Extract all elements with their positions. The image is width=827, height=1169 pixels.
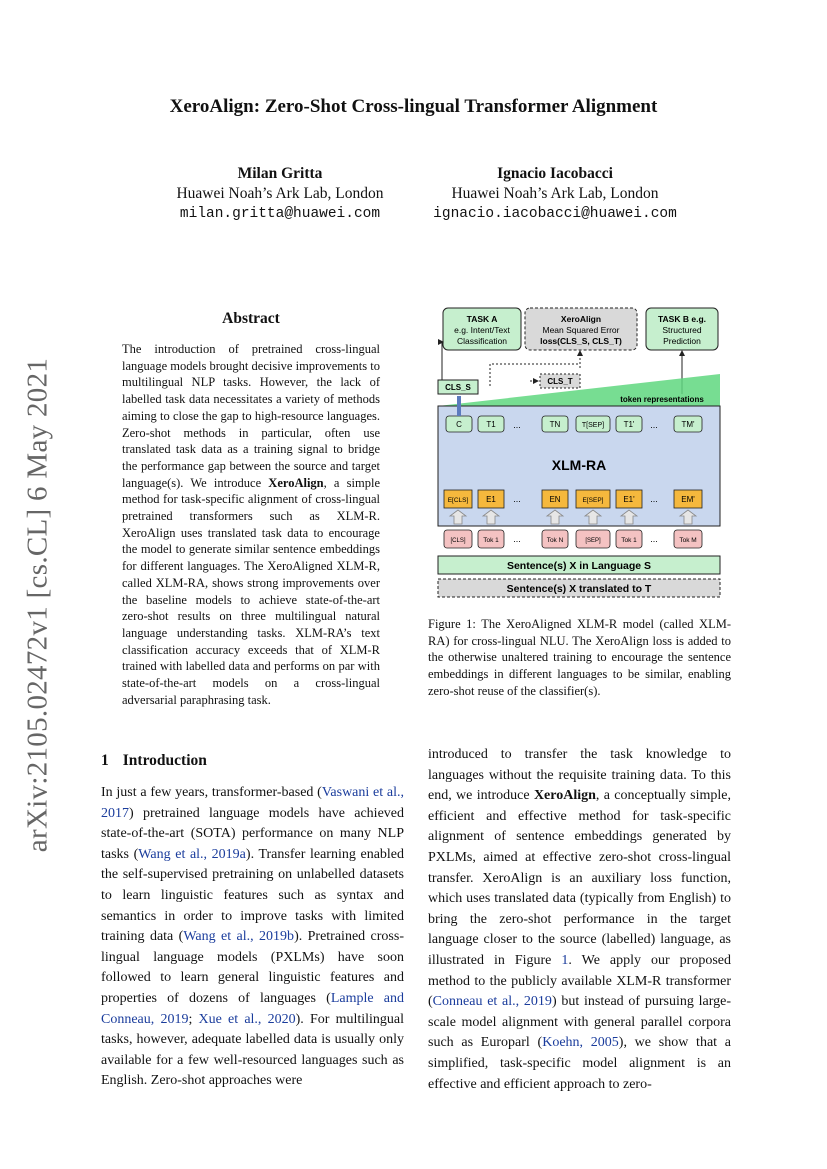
cls-t-label: CLS_T — [547, 377, 573, 386]
top-token-3: T[SEP] — [581, 422, 605, 429]
input-token-4: Tok 1 — [621, 537, 637, 544]
input-tokens — [444, 530, 702, 548]
author-1-email: milan.gritta@huawei.com — [179, 206, 381, 222]
top-token-4: T1' — [623, 420, 635, 429]
task-b-line2: Structured — [662, 325, 702, 335]
task-b-line3: Prediction — [663, 336, 701, 346]
top-token-5: TM' — [681, 420, 695, 429]
citation-vaswani[interactable]: Vaswani et al., 2017 — [101, 785, 404, 821]
citation-wang-2019a[interactable]: Wang et al., 2019a — [138, 846, 246, 862]
input-token-5: Tok M — [679, 537, 697, 544]
emb-token-2: EN — [549, 495, 561, 504]
arxiv-sidebar — [18, 357, 58, 853]
emb-token-4: E1' — [623, 495, 635, 504]
section-heading: 1 Introduction — [101, 752, 207, 769]
author-2-name: Ignacio Iacobacci — [497, 165, 613, 182]
paper-title: XeroAlign: Zero-Shot Cross-lingual Transformer Alignment — [169, 96, 658, 117]
intro-left-column: In just a few years, transformer-based (Vaswani et al., 2017) pretrained language models have achieved state-of-the-art (SOTA) performance on many NLP tasks (Wang et al., 2019a). Transfer learning enabled the self-supervised pretraining on unlabelled datasets to learn linguistic features such as syntax and semantics in order to improve tasks with limited training data (Wang et al., 2019b). Pretrained cross-lingual language models (PXLMs) have soon followed to learn general linguistic features and properties of dozens of languages (Lample and Conneau, 2019; Xue et al., 2020). For multilingual tasks, however, adequate labelled data is usually only available for a few well-resourced languages such as English. Zero-shot approaches were — [101, 785, 405, 1089]
author-1-affiliation: Huawei Noah’s Ark Lab, London — [176, 185, 384, 202]
emb-token-3: E[SEP] — [582, 497, 604, 504]
task-a-line3: Classification — [456, 336, 508, 346]
author-1-name: Milan Gritta — [237, 165, 323, 182]
figure-ref[interactable]: 1 — [561, 952, 569, 968]
top-token-1: T1 — [486, 420, 496, 429]
top-ellipsis-2: ... — [650, 420, 658, 430]
emb-token-5: EM' — [681, 495, 695, 504]
emb-token-0: E[CLS] — [447, 497, 469, 504]
input-ellipsis-2: ... — [650, 534, 658, 544]
emb-ellipsis-1: ... — [513, 494, 521, 504]
sentence-t-label: Sentence(s) X translated to T — [506, 583, 652, 595]
xeroalign-line3: loss(CLS_S, CLS_T) — [540, 336, 622, 346]
xeroalign-line2: Mean Squared Error — [542, 325, 620, 335]
abstract-text: The introduction of pretrained cross-lingual language models brought decisive improvements to multilingual NLP tasks. However, the lack of labelled task data necessitates a variety of methods aiming to close the gap to high-resource languages. Zero-shot methods in particular, often use translated task data as a training signal to bridge the performance gap between the source and target language(s). We introduce XeroAlign, a simple method for task-specific alignment of cross-lingual pretrained transformers such as XLM-R. XeroAlign uses translated task data to encourage the model to generate similar sentence embeddings for different languages. The XeroAligned XLM-R, called XLM-RA, shows strong improvements over the baseline models to achieve state-of-the-art zero-shot results on three multilingual natural language understanding tasks. XLM-RA’s text classification accuracy exceeds that of XLM-R trained with labelled data and performs on par with state-of-the-art models on a cross-lingual adversarial paraphrasing task. — [122, 342, 380, 707]
sentence-s-label: Sentence(s) X in Language S — [506, 560, 652, 572]
input-token-1: Tok 1 — [483, 537, 499, 544]
input-token-0: [CLS] — [450, 538, 466, 544]
input-ellipsis-1: ... — [513, 534, 521, 544]
citation-koehn[interactable]: Koehn, 2005 — [542, 1035, 619, 1051]
input-token-2: Tok N — [546, 537, 564, 544]
emb-token-1: E1 — [486, 495, 496, 504]
task-a-line2: e.g. Intent/Text — [454, 325, 510, 335]
top-token-2: TN — [549, 420, 561, 429]
xeroalign-line1: XeroAlign — [560, 314, 602, 324]
task-a-line1: TASK A — [466, 314, 498, 324]
abstract-heading: Abstract — [222, 310, 280, 327]
author-2 — [410, 164, 700, 224]
emb-ellipsis-2: ... — [650, 494, 658, 504]
xlm-ra-label: XLM-RA — [551, 457, 607, 473]
top-ellipsis-1: ... — [513, 420, 521, 430]
citation-xue[interactable]: Xue et al., 2020 — [198, 1011, 296, 1027]
task-b-line1: TASK B e.g. — [657, 314, 707, 324]
token-representations-label: token representations — [620, 395, 704, 404]
author-2-email: ignacio.iacobacci@huawei.com — [433, 206, 677, 222]
arxiv-id: arXiv:2105.02472v1 [cs.CL] 6 May 2021 — [21, 357, 54, 853]
cls-s-label: CLS_S — [445, 383, 471, 392]
author-1 — [150, 164, 410, 224]
figure-1-caption: Figure 1: The XeroAligned XLM-R model (called XLM-RA) for cross-lingual NLU. The XeroAlign loss is added to the otherwise unaltered training to encourage the sentence embeddings in different languages to be similar, enabling zero-shot reuse of the classifier(s). — [428, 617, 731, 698]
citation-wang-2019b[interactable]: Wang et al., 2019b — [183, 929, 295, 945]
author-2-affiliation: Huawei Noah’s Ark Lab, London — [451, 185, 659, 202]
intro-right-column: introduced to transfer the task knowledge to languages without the requisite training data. To this end, we introduce XeroAlign, a conceptually simple, efficient and effective method for task-specific alignment of sentence embeddings generated by PXLMs, aimed at effective zero-shot cross-lingual transfer. XeroAlign is an auxiliary loss function, which uses translated data (typically from English) to bring the zero-shot performance in the target language closer to the source (labelled) language, as illustrated in Figure 1. We apply our proposed method to the publicly available XLM-R transformer (Conneau et al., 2019) but instead of pursuing large-scale model alignment with general parallel corpora such as Europarl (Koehn, 2005), we show that a simplified, task-specific model alignment is an effective and efficient approach to zero- — [428, 747, 732, 1092]
top-token-0: C — [456, 420, 462, 429]
input-token-3: [SEP] — [585, 538, 601, 544]
figure-1-diagram — [430, 302, 734, 602]
citation-lample[interactable]: Lample and Conneau, 2019 — [101, 990, 404, 1027]
citation-conneau[interactable]: Conneau et al., 2019 — [432, 994, 552, 1010]
